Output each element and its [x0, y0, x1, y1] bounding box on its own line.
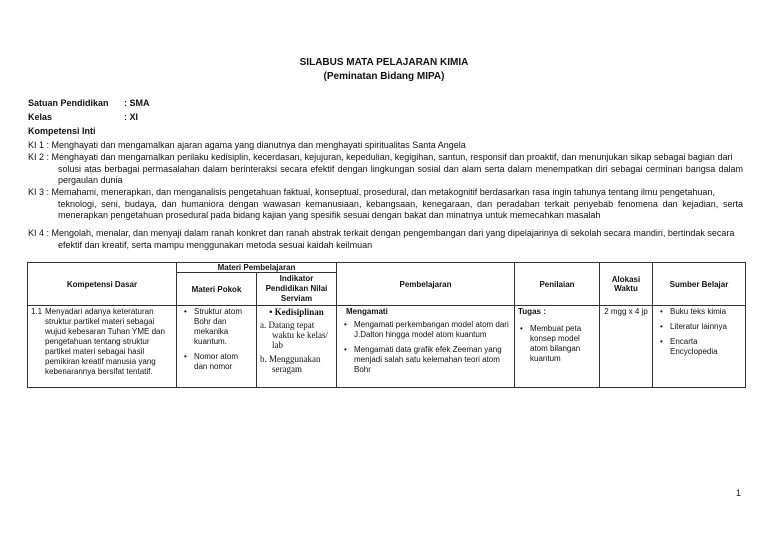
ki-2-continuation: solusi atas berbagai permasalahan dalam berinteraksi secara efektif dengan lingkungan sosial dan alam serta dalam menempatkan diri sebagai cerminan bangsa dalam pergaulan dunia [58, 163, 743, 185]
document-title: SILABUS MATA PELAJARAN KIMIA [299, 57, 469, 68]
indikator-title: • Kedisiplinan [269, 307, 324, 317]
ki-1 [28, 140, 743, 152]
ki-4-text: KI 4 : Mengolah, menalar, dan menyaji dalam ranah konkret dan ranah abstrak terkait dengan pengembangan dari yang dipelajarinya di sekolah secara mandiri, bertindak secara [28, 228, 735, 238]
kelas-label: Kelas [28, 112, 53, 122]
indikator-b-line2: seragam [272, 364, 302, 374]
header-penilaian: Penilaian [515, 263, 600, 306]
list-item: • Literatur lainnya [670, 322, 742, 332]
list-item: • Encarta Encyclopedia [670, 337, 742, 357]
satuan-label: Satuan Pendidikan [28, 98, 109, 108]
page-number: 1 [735, 488, 741, 498]
kelas-value: : XI [124, 112, 139, 122]
ki-4-continuation: efektif dan kreatif, serta mampu menggunakan metoda sesuai kaidah keilmuan [58, 239, 373, 250]
list-item: • Mengamati data grafik efek Zeeman yang menjadi salah satu kelemahan teori atom Bohr [354, 345, 511, 375]
header-pembelajaran: Pembelajaran [337, 263, 515, 306]
pembelajaran-title: Mengamati [346, 307, 388, 316]
header-sumber-belajar: Sumber Belajar [653, 263, 746, 306]
kelas-row [28, 112, 138, 122]
ki-3-continuation: teknologi, seni, budaya, dan humaniora dengan wawasan kemanusiaan, kebangsaan, kenegaraan, dan peradaban terkait penyebab fenomena dan kejadian, serta menerapkan pengetahuan prosedural pada bidang kajian yang spesifik sesuai dengan bakat dan minatnya untuk memecahkan masalah [58, 198, 743, 220]
indikator-a: a. Datang tepat [260, 320, 315, 330]
ki-3-text: KI 3 : Memahami, menerapkan, dan menganalisis pengetahuan faktual, konseptual, prosedural, dan metakognitif berdasarkan rasa ingin tahunya tentang ilmu pengetahuan, [28, 187, 715, 197]
ki-2-text: KI 2 : Menghayati dan mengamalkan perilaku kedisiplin, kecerdasan, kejujuran, kepedulian, kegigihan, santun, responsif dan proaktif, dan menunjukan sikap sebagai bagian dari [28, 152, 733, 162]
indikator-b: b. Menggunakan [260, 354, 321, 364]
list-item: • Struktur atom Bohr dan mekanika kuantum. [194, 307, 253, 347]
sumber-cell [653, 306, 746, 388]
header-materi-pokok: Materi Pokok [177, 273, 257, 306]
header-kompetensi-dasar: Kompetensi Dasar [28, 263, 177, 306]
document-subtitle: (Peminatan Bidang MIPA) [323, 71, 445, 82]
header-materi-pembelajaran: Materi Pembelajaran [177, 263, 337, 273]
pembelajaran-list [340, 320, 511, 375]
list-item: • Membuat peta konsep model atom bilangan kuantum [530, 324, 596, 364]
ki-4 [28, 228, 743, 251]
kd-text: Menyadari adanya keteraturan struktur partikel materi sebagai wujud kebesaran Tuhan YME dan pengetahuan tentang struktur partikel materi sebagai hasil pemikiran kreatif manusia yang kebenarannya bersifat tentatif. [45, 307, 165, 376]
syllabus-table [27, 262, 746, 388]
indikator-a-line3: lab [272, 340, 283, 350]
list-item: • Nomor atom dan nomor [194, 352, 253, 372]
header-alokasi-waktu: Alokasi Waktu [600, 263, 653, 306]
satuan-pendidikan-row [28, 98, 150, 108]
kd-cell [28, 306, 177, 388]
penilaian-list [518, 324, 596, 364]
alokasi-cell: 2 mgg x 4 jp [600, 306, 653, 388]
kompetensi-inti-heading: Kompetensi Inti [28, 126, 96, 136]
materi-pokok-cell [177, 306, 257, 388]
indikator-a-line2: waktu ke kelas/ [272, 330, 328, 340]
penilaian-title: Tugas : [518, 307, 546, 316]
indikator-cell [257, 306, 337, 388]
satuan-value: : SMA [124, 98, 150, 108]
list-item: • Buku teks kimia [670, 307, 742, 317]
ki-1-text: KI 1 : Menghayati dan mengamalkan ajaran agama yang dianutnya dan menghayati spiritualitas Santa Angela [28, 140, 466, 150]
kd-number: 1.1 [31, 307, 43, 316]
penilaian-cell [515, 306, 600, 388]
header-indikator: Indikator Pendidikan Nilai Serviam [257, 273, 337, 306]
sumber-list [656, 307, 742, 357]
pembelajaran-cell [337, 306, 515, 388]
indikator-title-text: Kedisiplinan [274, 307, 324, 317]
materi-list [180, 307, 253, 372]
ki-2 [28, 152, 743, 187]
list-item: • Mengamati perkembangan model atom dari J.Dalton hingga model atom kuantum [354, 320, 511, 340]
table-row [28, 306, 746, 388]
ki-3 [28, 187, 743, 222]
